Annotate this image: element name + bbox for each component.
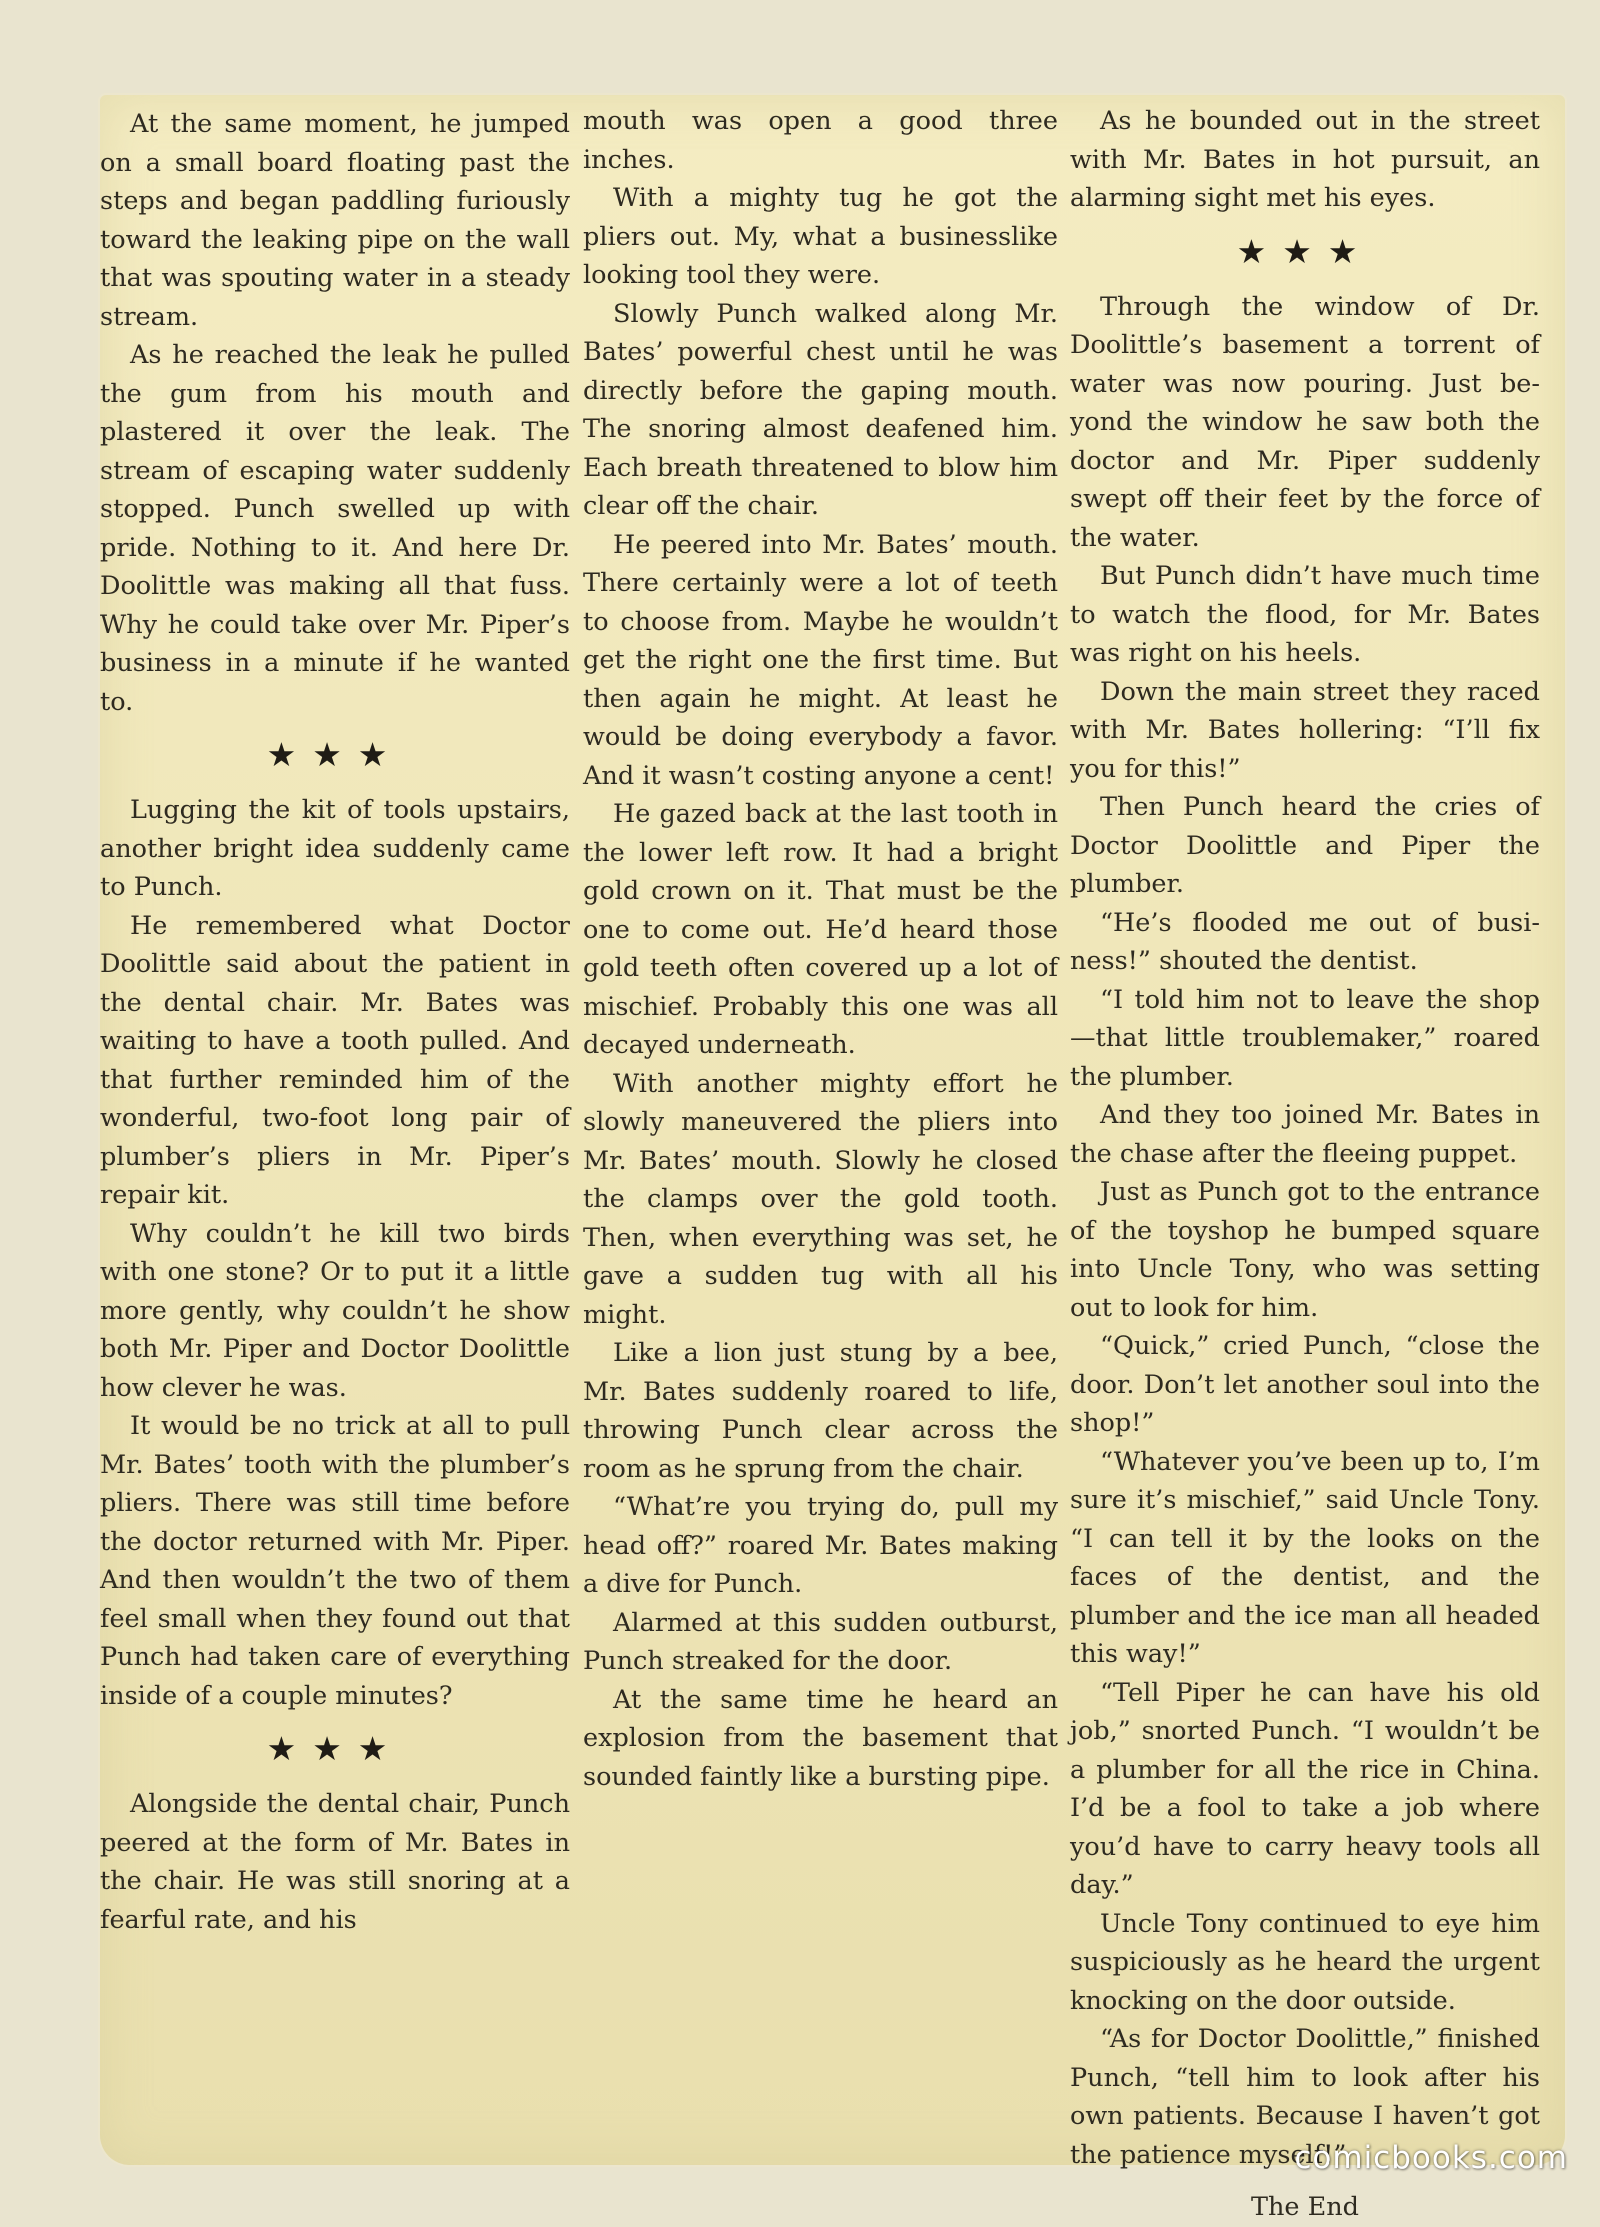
paragraph: He peered into Mr. Bates’ mouth. There certainly were a lot of teeth to choose from. Maybe he wouldn’t get the right one the first time. But then again he might. At least he would be doing everybody a favor. And it wasn’t costing anyone a cent! xyxy=(583,529,1058,791)
paragraph: “Whatever you’ve been up to, I’m sure it’s mischief,” said Uncle Tony. “I can tell it by the looks on the faces of the dentist, and the plumber and the ice man all headed this way!” xyxy=(1070,1446,1540,1669)
text-column-1 xyxy=(100,105,570,1939)
section-break-stars: ★★★ xyxy=(1236,231,1374,271)
section-break-stars: ★★★ xyxy=(266,735,404,774)
paragraph: “He’s flooded me out of business!” shouted the dentist. xyxy=(1070,907,1540,976)
paragraph: At the same time he heard an explosion from the basement that sounded faintly like a bursting pipe. xyxy=(583,1684,1058,1792)
paragraph: Like a lion just stung by a bee, Mr. Bates suddenly roared to life, throwing Punch clear across the room as he sprung from the chair. xyxy=(583,1338,1058,1484)
paragraph: “Tell Piper he can have his old job,” snorted Punch. “I wouldn’t be a plumber for all the rice in China. I’d be a fool to take a job where you’d have to carry heavy tools all day.” xyxy=(1070,1677,1540,1900)
paragraph: Lugging the kit of tools upstairs, another bright idea suddenly came to Punch. xyxy=(100,795,570,902)
paragraph: Alarmed at this sudden outburst, Punch streaked for the door. xyxy=(583,1607,1058,1676)
text-column-3 xyxy=(1070,102,1540,2227)
paragraph: Down the main street they raced with Mr. Bates hollering: “I’ll fix you for this!” xyxy=(1070,676,1540,784)
site-watermark: comicbooks.com xyxy=(1294,2140,1568,2176)
paragraph: As he reached the leak he pulled the gum from his mouth and plastered it over the leak. The stream of escaping water suddenly stopped. Punch swelled up with pride. Nothing to it. And here Dr. Doolittle was making all that fuss. Why he could take over Mr. Piper’s business in a minute if he wanted to. xyxy=(100,340,570,717)
text-column-2 xyxy=(583,102,1058,1796)
paragraph: “As for Doctor Doolittle,” finished Punch, “tell him to look after his own patients. Because I haven’t got the patience myself!” xyxy=(1070,2024,1540,2170)
paragraph: With another mighty effort he slowly maneuvered the pliers into Mr. Bates’ mouth. Slowly he closed the clamps over the gold tooth. Then, when everything was set, he gave a sudden tug with all his might. xyxy=(583,1068,1058,1330)
paragraph: “What’re you trying do, pull my head off?” roared Mr. Bates making a dive for Punch. xyxy=(583,1492,1058,1599)
the-end-label: The End xyxy=(1251,2192,1359,2222)
paragraph: At the same moment, he jumped on a small board floating past the steps and began paddling furiously toward the leaking pipe on the wall that was spouting water in a steady stream. xyxy=(100,109,570,332)
story-page xyxy=(100,95,1565,2222)
paragraph: But Punch didn’t have much time to watch the flood, for Mr. Bates was right on his heels. xyxy=(1070,561,1540,668)
paragraph: It would be no trick at all to pull Mr. Bates’ tooth with the plumber’s pliers. There was still time before the doctor returned with Mr. Piper. And then wouldn’t the two of them feel small when they found out that Punch had taken care of everything inside of a couple minutes? xyxy=(100,1411,570,1711)
section-break-stars: ★★★ xyxy=(266,1729,404,1768)
paragraph: mouth was open a good three inches. xyxy=(583,106,1058,175)
paragraph: “Quick,” cried Punch, “close the door. Don’t let another soul into the shop!” xyxy=(1070,1331,1540,1438)
paragraph: Then Punch heard the cries of Doctor Doolittle and Piper the plumber. xyxy=(1070,792,1540,899)
paragraph: With a mighty tug he got the pliers out. My, what a businesslike looking tool they were. xyxy=(583,183,1058,290)
paragraph: “I told him not to leave the shop—that little troublemaker,” roared the plumber. xyxy=(1070,984,1540,1092)
paragraph: Alongside the dental chair, Punch peered at the form of Mr. Bates in the chair. He was still snoring at a fearful rate, and his xyxy=(100,1789,570,1935)
paragraph: He remembered what Doctor Doolittle said about the patient in the dental chair. Mr. Bates was waiting to have a tooth pulled. And that further reminded him of the wonderful, two-foot long pair of plumber’s pliers in Mr. Piper’s repair kit. xyxy=(100,910,570,1210)
paragraph: And they too joined Mr. Bates in the chase after the fleeing puppet. xyxy=(1070,1100,1540,1169)
paragraph: Through the window of Dr. Doolittle’s basement a torrent of water was now pouring. Just beyond the window he saw both the doctor and Mr. Piper suddenly swept off their feet by the force of the water. xyxy=(1070,291,1540,553)
paragraph: He gazed back at the last tooth in the lower left row. It had a bright gold crown on it. That must be the one to come out. He’d heard those gold teeth often covered up a lot of mischief. Probably this one was all decayed underneath. xyxy=(583,799,1058,1060)
paragraph: As he bounded out in the street with Mr. Bates in hot pursuit, an alarming sight met his eyes. xyxy=(1070,106,1540,213)
paragraph: Just as Punch got to the entrance of the toyshop he bumped square into Uncle Tony, who was setting out to look for him. xyxy=(1070,1177,1540,1323)
paragraph: Uncle Tony continued to eye him suspiciously as he heard the urgent knocking on the door outside. xyxy=(1070,1908,1540,2016)
paragraph: Why couldn’t he kill two birds with one stone? Or to put it a little more gently, why couldn’t he show both Mr. Piper and Doctor Doolittle how clever he was. xyxy=(100,1218,570,1403)
paragraph: Slowly Punch walked along Mr. Bates’ powerful chest until he was directly before the gaping mouth. The snoring almost deafened him. Each breath threatened to blow him clear off the chair. xyxy=(583,298,1058,521)
